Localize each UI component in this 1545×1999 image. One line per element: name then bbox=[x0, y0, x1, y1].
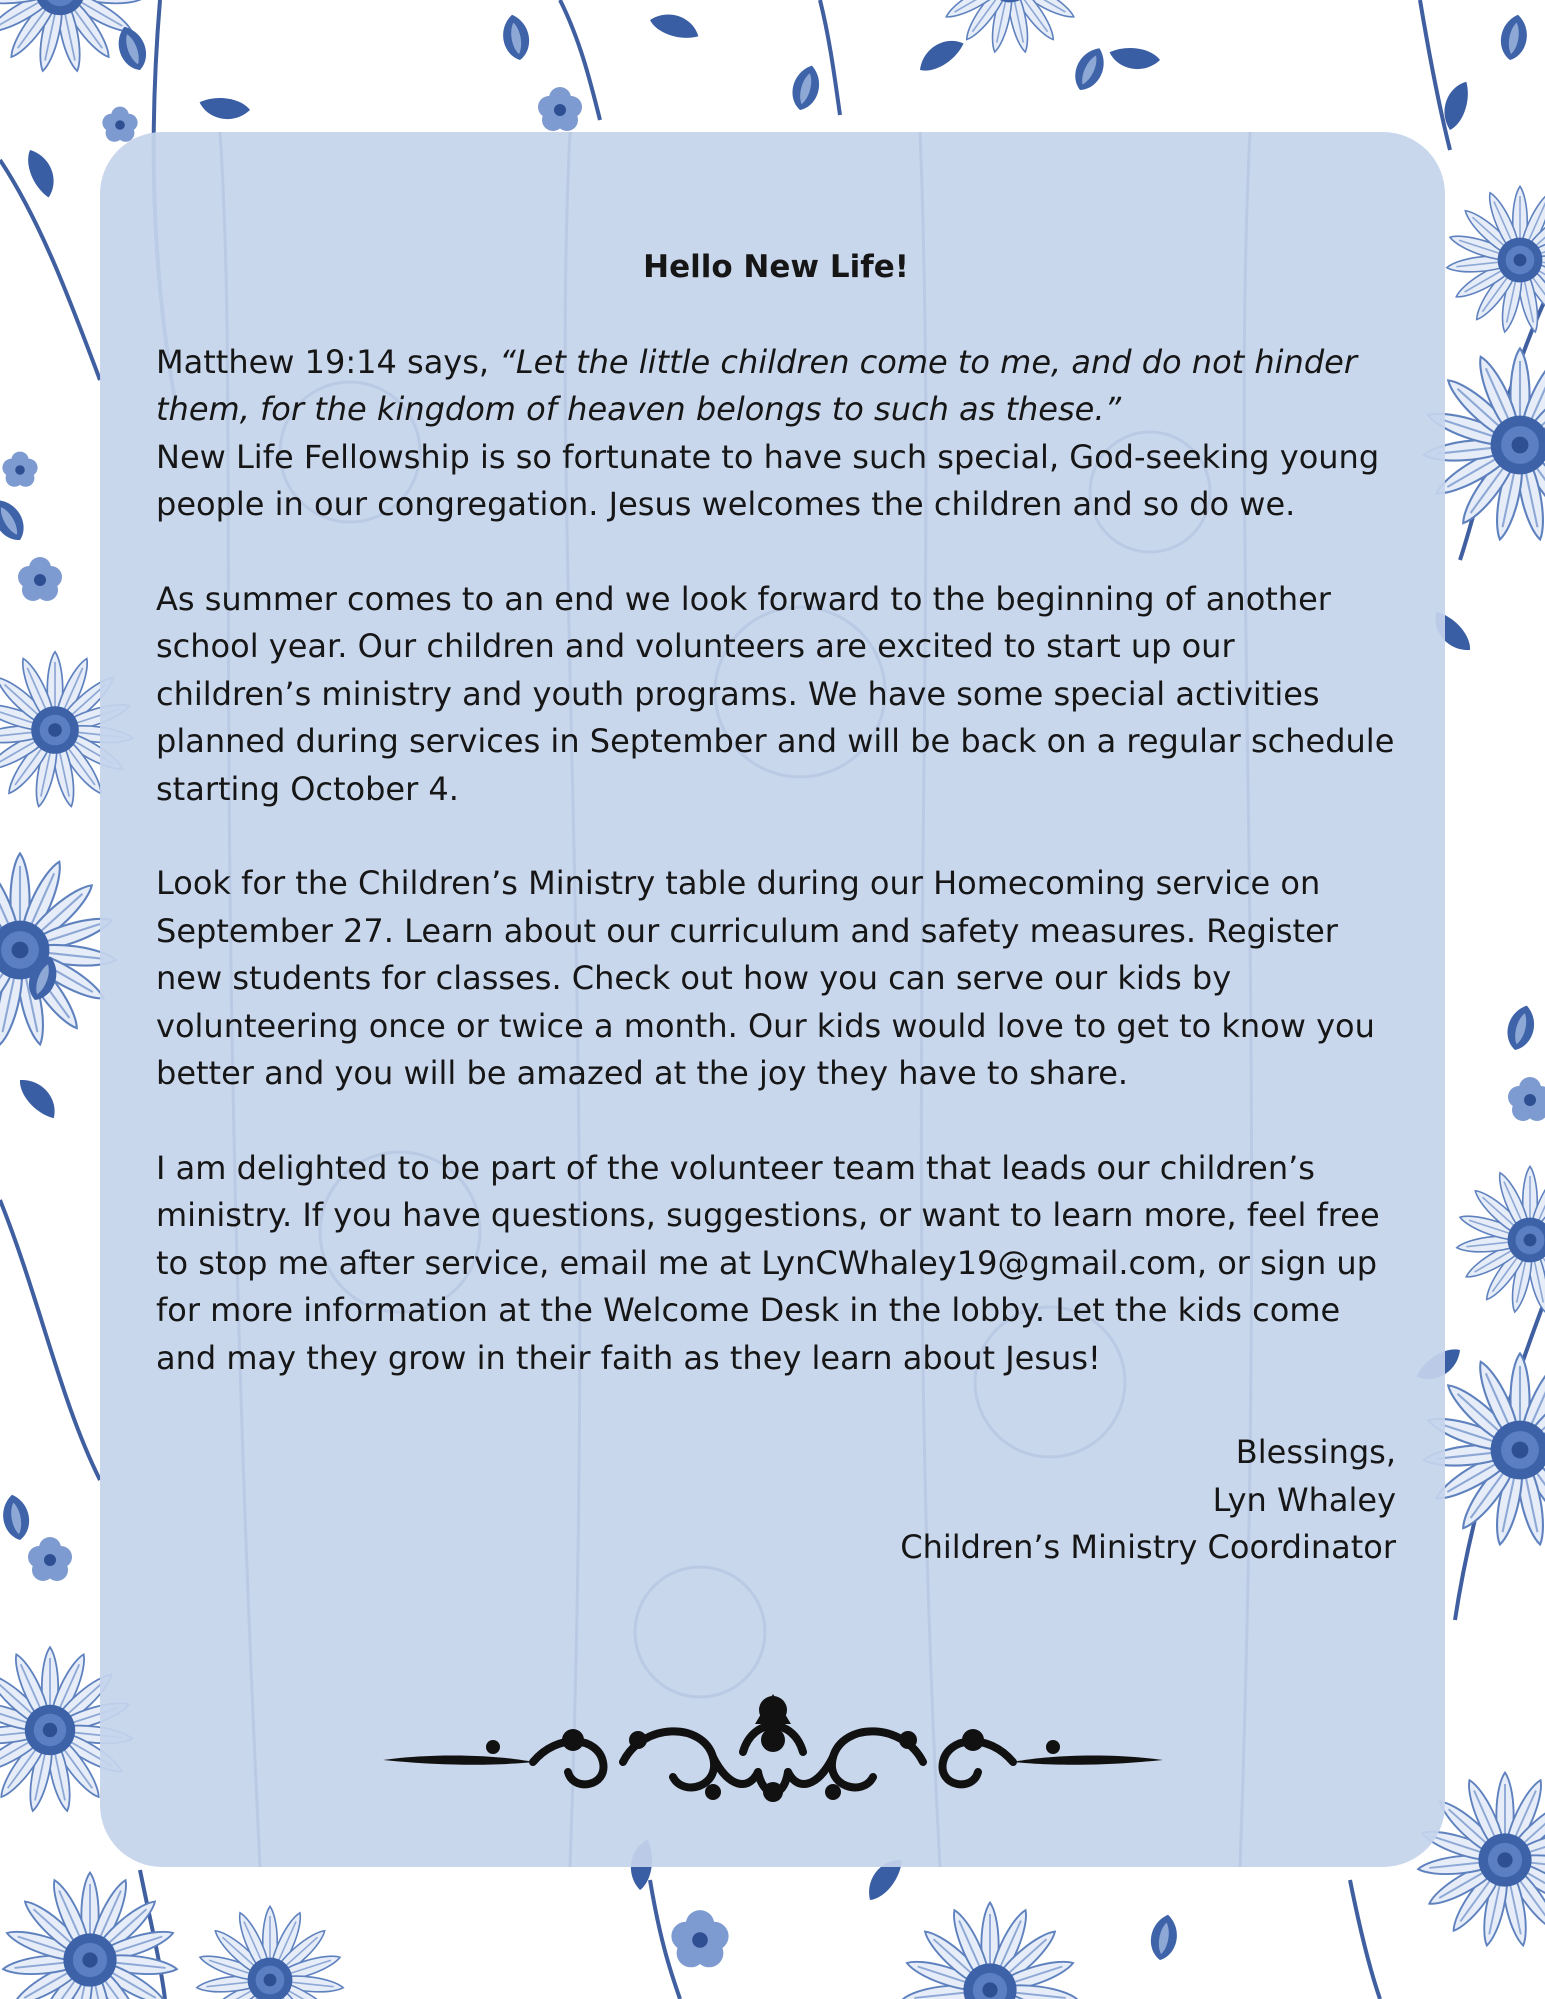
letter-body bbox=[156, 244, 1396, 1572]
paragraph-contact: I am delighted to be part of the volunteer team that leads our children’s ministry. If you have questions, suggestions, or want to learn more, feel free to stop me after service, email me at LynCWhaley19@gmail.com, or sign up for more information at the Welcome Desk in the lobby. Let the kids come and may they grow in their faith as they learn about Jesus! bbox=[156, 1148, 1380, 1377]
paragraph-scripture bbox=[156, 339, 1396, 529]
greeting-heading: Hello New Life! bbox=[643, 249, 909, 285]
scripture-lead: Matthew 19:14 says, bbox=[156, 342, 500, 381]
signature-role: Children’s Ministry Coordinator bbox=[900, 1528, 1396, 1566]
letter-panel bbox=[100, 132, 1445, 1867]
paragraph-school-year: As summer comes to an end we look forward to the beginning of another school year. Our children and volunteers are excited to start up our children’s ministry and youth programs. We have some special activities planned during services in September and will be back on a regular schedule starting October 4. bbox=[156, 579, 1395, 808]
scripture-line bbox=[156, 339, 1396, 434]
scripture-quote: “Let the little children come to me, and do not hinder them, for the kingdom of heaven belongs to such as these.” bbox=[156, 342, 1357, 428]
signature-block bbox=[156, 1429, 1396, 1572]
flourish-ornament-icon bbox=[383, 1692, 1163, 1817]
paragraph-homecoming: Look for the Children’s Ministry table during our Homecoming service on September 27. Learn about our curriculum and safety measures. Register new students for classes. Check out how you can serve our kids by volunteering once or twice a month. Our kids would love to get to know you better and you will be amazed at the joy they have to share. bbox=[156, 864, 1375, 1092]
signature-closing: Blessings, bbox=[1235, 1433, 1396, 1471]
welcome-text: New Life Fellowship is so fortunate to have such special, God-seeking young people in our congregation. Jesus welcomes the children and so do we. bbox=[156, 437, 1380, 523]
signature-name: Lyn Whaley bbox=[1212, 1480, 1396, 1519]
